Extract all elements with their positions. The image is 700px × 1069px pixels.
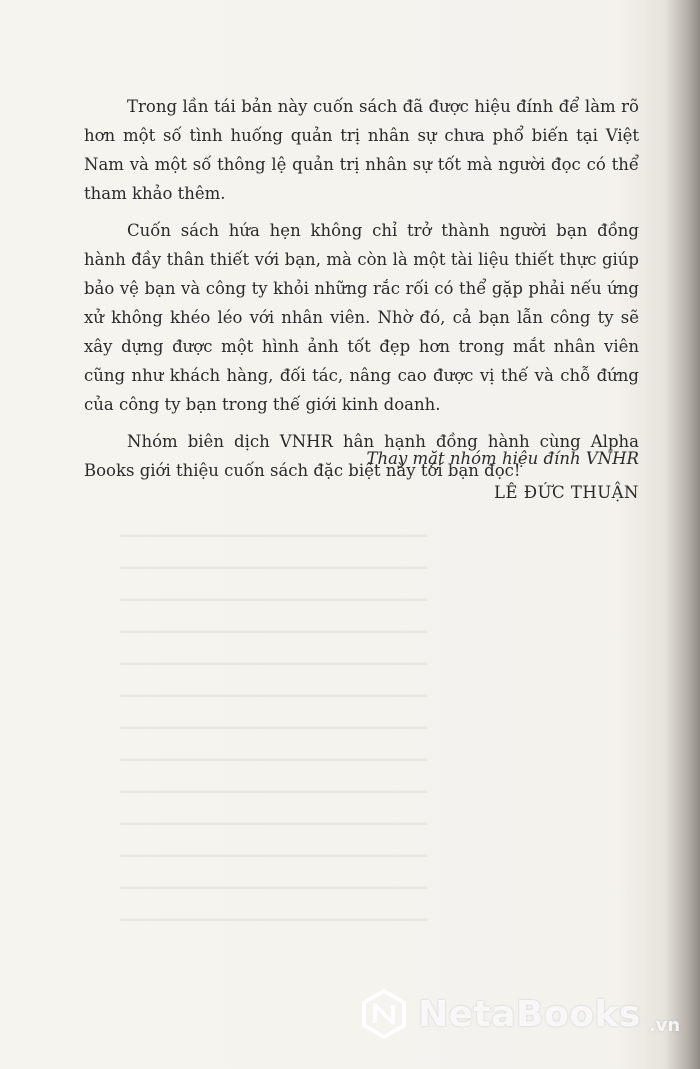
signature-name: LÊ ĐỨC THUẬN (494, 483, 639, 502)
body-text (84, 92, 639, 493)
netabooks-logo-icon (358, 988, 410, 1040)
signature-role: Thay mặt nhóm hiệu đính VNHR (366, 449, 639, 468)
paragraph-2: Cuốn sách hứa hẹn không chỉ trở thành người bạn đồng hành đầy thân thiết với bạn, mà còn là một tài liệu thiết thực giúp bảo vệ bạn và công ty khỏi những rắc rối có thể gặp phải nếu ứng xử không khéo léo với nhân viên. Nhờ đó, cả bạn lẫn công ty sẽ xây dựng được một hình ảnh tốt đẹp hơn trong mắt nhân viên cũng như khách hàng, đối tác, nâng cao được vị thế và chỗ đứng của công ty bạn trong thế giới kinh doanh. (84, 221, 639, 414)
paragraph-3: Nhóm biên dịch VNHR hân hạnh đồng hành cùng Alpha Books giới thiệu cuốn sách đặc biệt này tới bạn đọc! (84, 432, 639, 480)
bleed-through-texture: ━━━━━━━━━━━━━━━━━━━━━━━━━━━━━━━━━━ ━━━━━━━━━━━━━━━━━━━━━━━━━━━━━━━━━━ ━━━━━━━━━━━━━━━━━━━━━━━━━━━━━━━━━━ ━━━━━━━━━━━━━━━━━━━━━━━━━━━━━━━━━━ ━━━━━━━━━━━━━━━━━━━━━━━━━━━━━━━━━━ ━━━━━━━━━━━━━━━━━━━━━━━━━━━━━━━━━━ ━━━━━━━━━━━━━━━━━━━━━━━━━━━━━━━━━━ ━━━━━━━━━━━━━━━━━━━━━━━━━━━━━━━━━━ ━━━━━━━━━━━━━━━━━━━━━━━━━━━━━━━━━━ ━━━━━━━━━━━━━━━━━━━━━━━━━━━━━━━━━━ ━━━━━━━━━━━━━━━━━━━━━━━━━━━━━━━━━━ ━━━━━━━━━━━━━━━━━━━━━━━━━━━━━━━━━━ ━━━━━━━━━━━━━━━━━━━━━━━━━━━━━━━━━━ (120, 527, 428, 929)
watermark-brand: NetaBooks (418, 993, 641, 1035)
watermark-suffix: .vn (648, 1015, 681, 1036)
paragraph-1: Trong lần tái bản này cuốn sách đã được hiệu đính để làm rõ hơn một số tình huống quản trị nhân sự chưa phổ biến tại Việt Nam và một số thông lệ quản trị nhân sự tốt mà người đọc có thể tham khảo thêm. (84, 97, 639, 203)
watermark (358, 984, 680, 1044)
